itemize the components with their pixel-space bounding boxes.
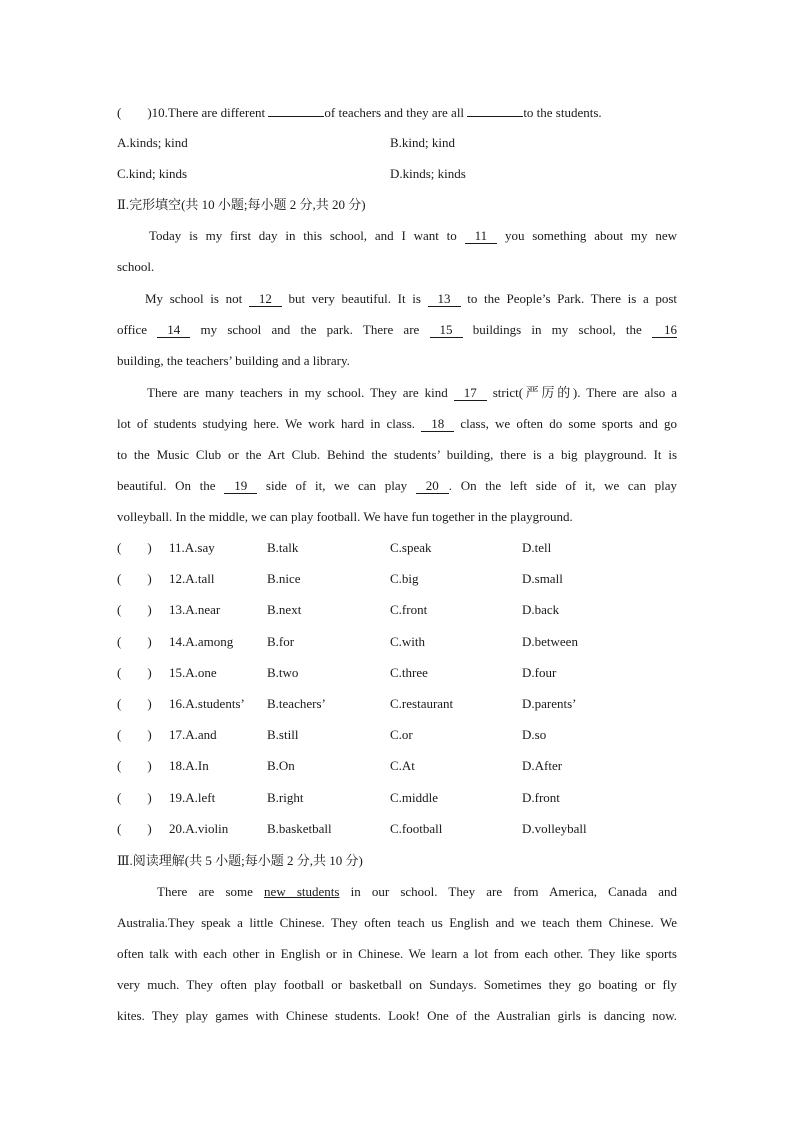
option-d: D.kinds; kinds — [390, 166, 466, 181]
answer-paren: ( ) — [117, 696, 152, 711]
option-b: B.nice — [267, 571, 301, 587]
question-row — [117, 725, 677, 745]
option-c: C.kind; kinds — [117, 166, 188, 181]
cloze-blank-14: 14 — [157, 323, 190, 338]
passage-line — [117, 476, 677, 496]
underlined-phrase: new students — [264, 884, 340, 899]
option-d: D.so — [522, 727, 547, 743]
passage-line: to the Music Club or the Art Club. Behind the students’ building, there is a big playground. It is — [117, 447, 677, 462]
question-row — [117, 569, 677, 589]
passage-line: Australia.They speak a little Chinese. They often teach us English and we teach them Chinese. We — [117, 915, 677, 930]
option-b: B.talk — [267, 540, 299, 555]
passage-text: There are some — [157, 884, 253, 899]
passage-text: in our school. They are from America, Canada and — [350, 884, 677, 899]
option-d: D.tell — [522, 540, 552, 555]
passage-line: kites. They play games with Chinese students. Look! One of the Australian girls is dancing now. — [117, 1008, 677, 1023]
option-d: D.four — [522, 664, 557, 680]
option-b: B.right — [267, 789, 304, 805]
option-c: C.speak — [390, 540, 432, 555]
option-c: C.football — [390, 820, 443, 836]
passage-line — [117, 882, 677, 902]
cloze-blank-17: 17 — [454, 386, 487, 401]
option-c: C.middle — [390, 789, 439, 805]
passage-line — [117, 289, 677, 309]
option-a: 14.A.among — [169, 633, 234, 649]
question-text: There are different — [167, 105, 266, 120]
answer-paren: ( )10. — [117, 105, 168, 120]
question-row — [117, 788, 677, 808]
question-row — [117, 756, 677, 776]
passage-text: office — [117, 322, 148, 337]
question-row — [117, 538, 677, 558]
cloze-blank-12: 12 — [249, 292, 282, 307]
option-b: B.On — [267, 758, 295, 774]
option-d: D.front — [522, 789, 560, 805]
question-row — [117, 632, 677, 652]
option-d: D.back — [522, 602, 560, 618]
option-b: B.two — [267, 664, 299, 680]
option-c: C.with — [390, 633, 426, 649]
question-row — [117, 694, 677, 714]
answer-paren: ( ) — [117, 820, 152, 836]
option-a: 13.A.near — [169, 602, 221, 618]
option-c: C.front — [390, 602, 428, 618]
passage-text: . On the left side of it, we can play — [448, 478, 677, 493]
question-10-options-row1 — [117, 133, 677, 153]
answer-paren: ( ) — [117, 540, 152, 555]
option-a: 18.A.In — [169, 758, 209, 774]
passage-line: volleyball. In the middle, we can play football. We have fun together in the playground. — [117, 509, 573, 524]
passage-line: school. — [117, 259, 155, 274]
passage-text: There are many teachers in my school. They are kind — [147, 385, 448, 400]
passage-line: often talk with each other in English or in Chinese. We learn a lot from each other. They like sports — [117, 946, 677, 961]
answer-paren: ( ) — [117, 789, 152, 805]
option-a: 19.A.left — [169, 789, 216, 805]
passage-text: you something about my new — [504, 228, 677, 243]
question-text: of teachers and they are all — [324, 105, 465, 120]
question-row — [117, 663, 677, 683]
cloze-blank-19: 19 — [224, 479, 257, 494]
option-b: B.still — [267, 727, 299, 743]
question-10 — [117, 102, 677, 122]
option-d: D.volleyball — [522, 820, 587, 836]
option-a: 16.A.students’ — [169, 696, 245, 711]
option-b: B.next — [267, 602, 302, 618]
question-row — [117, 819, 677, 839]
option-a: 12.A.tall — [169, 571, 215, 587]
answer-paren: ( ) — [117, 664, 152, 680]
passage-text: My school is not — [145, 291, 243, 306]
option-d: D.between — [522, 633, 578, 649]
passage-text: beautiful. On the — [117, 478, 216, 493]
answer-paren: ( ) — [117, 602, 152, 618]
passage-line — [117, 320, 677, 340]
cloze-blank-18: 18 — [421, 417, 454, 432]
option-c: C.restaurant — [390, 696, 454, 711]
cloze-blank-11: 11 — [465, 229, 498, 244]
option-d: D.parents’ — [522, 696, 577, 711]
passage-line — [117, 226, 677, 246]
option-d: D.After — [522, 758, 563, 774]
passage-text: buildings in my school, the — [472, 322, 642, 337]
answer-paren: ( ) — [117, 727, 152, 743]
passage-text: but very beautiful. It is — [288, 291, 421, 306]
cloze-blank-15: 15 — [430, 323, 463, 338]
answer-blank — [268, 102, 324, 117]
option-b: B.kind; kind — [390, 135, 456, 150]
option-c: C.At — [390, 758, 415, 774]
passage-line — [117, 383, 677, 403]
cloze-blank-20: 20 — [416, 479, 449, 494]
option-a: 20.A.violin — [169, 820, 229, 836]
option-b: B.for — [267, 633, 295, 649]
passage-text: class, we often do some sports and go — [460, 416, 678, 431]
passage-line: building, the teachers’ building and a library. — [117, 353, 350, 368]
passage-text: strict(严厉的). There are also a — [492, 385, 678, 400]
option-a: 15.A.one — [169, 664, 217, 680]
option-a: 17.A.and — [169, 727, 217, 743]
option-b: B.teachers’ — [267, 696, 326, 711]
question-text: to the students. — [523, 105, 602, 120]
passage-text: my school and the park. There are — [200, 322, 420, 337]
answer-paren: ( ) — [117, 758, 152, 774]
section-heading-cloze: Ⅱ.完形填空(共 10 小题;每小题 2 分,共 20 分) — [117, 197, 366, 212]
passage-text: side of it, we can play — [265, 478, 408, 493]
section-heading-reading: Ⅲ.阅读理解(共 5 小题;每小题 2 分,共 10 分) — [117, 853, 363, 868]
option-d: D.small — [522, 571, 563, 587]
question-row — [117, 600, 677, 620]
passage-text: to the People’s Park. There is a post — [467, 291, 678, 306]
option-c: C.or — [390, 727, 413, 743]
cloze-blank-13: 13 — [428, 292, 461, 307]
option-b: B.basketball — [267, 820, 332, 836]
cloze-blank-16: 16 — [652, 323, 677, 338]
answer-paren: ( ) — [117, 633, 152, 649]
passage-text: lot of students studying here. We work hard in class. — [117, 416, 416, 431]
option-c: C.three — [390, 664, 428, 680]
option-a: A.kinds; kind — [117, 135, 188, 150]
passage-line: very much. They often play football or basketball on Sundays. Sometimes they go boating or fly — [117, 977, 677, 992]
answer-blank — [467, 102, 523, 117]
option-a: 11.A.say — [169, 540, 215, 555]
question-10-options-row2 — [117, 164, 677, 184]
answer-paren: ( ) — [117, 571, 152, 587]
passage-line — [117, 414, 677, 434]
passage-text: Today is my first day in this school, and I want to — [149, 228, 457, 243]
option-c: C.big — [390, 571, 419, 587]
